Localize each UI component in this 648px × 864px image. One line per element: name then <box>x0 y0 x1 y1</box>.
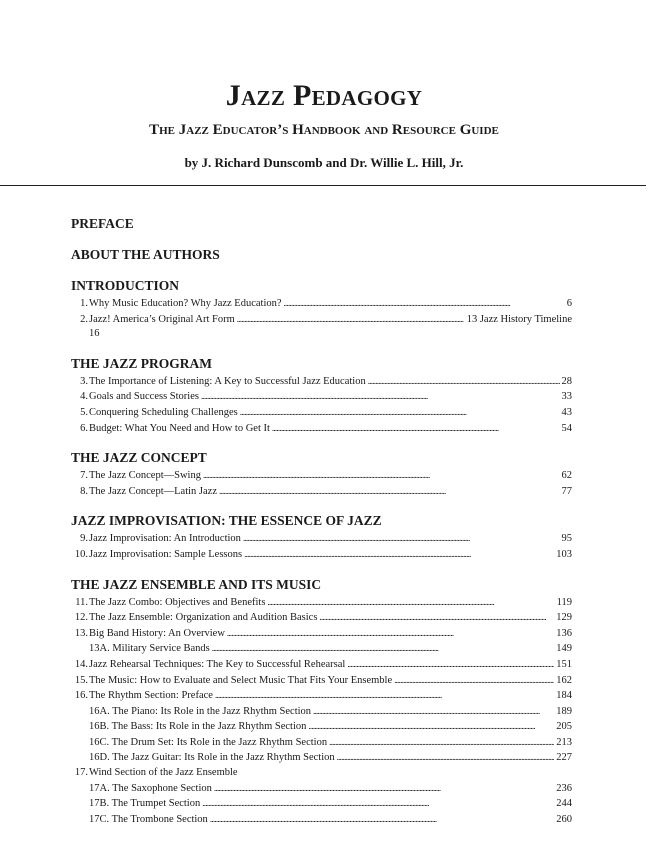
entry-label: Goals and Success Stories <box>89 391 199 403</box>
toc-entry[interactable] <box>71 531 572 547</box>
header-divider <box>0 185 646 186</box>
leader-dots <box>212 641 555 657</box>
section-jazz-ensemble[interactable]: THE JAZZ ENSEMBLE AND ITS MUSIC <box>71 576 322 592</box>
leader-dots <box>244 547 554 563</box>
section-about-authors[interactable]: ABOUT THE AUTHORS <box>71 247 220 262</box>
section-jazz-improvisation[interactable]: JAZZ IMPROVISATION: THE ESSENCE OF JAZZ <box>71 513 382 529</box>
toc-entry[interactable] <box>71 547 572 563</box>
leader-dots <box>219 484 560 500</box>
section-preface[interactable]: PREFACE <box>71 216 134 231</box>
author-byline: by J. Richard Dunscomb and Dr. Willie L. Hill, Jr. <box>184 155 464 170</box>
entry-label: 17C. The Trombone Section <box>89 813 208 825</box>
entry-number: 5. <box>80 406 88 418</box>
leader-dots <box>227 626 554 642</box>
entry-page: 162 <box>556 674 572 686</box>
entry-label: The Importance of Listening: A Key to Successful Jazz Education <box>89 375 366 387</box>
toc-subentry[interactable] <box>71 781 572 797</box>
entry-page: 184 <box>556 690 572 702</box>
entry-page: 151 <box>556 658 572 670</box>
toc-subentry[interactable] <box>71 641 572 657</box>
leader-dots <box>214 781 554 797</box>
toc-subentry[interactable] <box>71 735 572 751</box>
entry-number: 12. <box>74 612 88 624</box>
leader-dots <box>329 735 554 751</box>
entry-page: 189 <box>556 705 572 717</box>
toc-subentry[interactable] <box>71 719 572 735</box>
leader-dots <box>319 610 554 626</box>
toc-entry[interactable] <box>71 374 572 390</box>
entry-number: 2. <box>80 313 88 325</box>
toc-entry[interactable] <box>71 657 572 673</box>
leader-dots <box>368 374 560 390</box>
entry-number: 16. <box>74 690 88 702</box>
entry-page: 244 <box>556 798 572 810</box>
section-jazz-concept[interactable]: THE JAZZ CONCEPT <box>71 450 207 466</box>
entry-label: Jazz Improvisation: An Introduction <box>89 533 241 545</box>
toc-entry[interactable] <box>71 484 572 500</box>
entry-page: 227 <box>556 752 572 764</box>
entry-label: Jazz Improvisation: Sample Lessons <box>89 548 243 560</box>
leader-dots <box>201 389 560 405</box>
entry-label: The Jazz Combo: Objectives and Benefits <box>89 596 266 608</box>
toc-entry[interactable] <box>71 312 572 328</box>
book-header <box>0 78 648 172</box>
toc-entry[interactable] <box>71 405 572 421</box>
entry-number: 3. <box>80 375 88 387</box>
book-title: Jazz Pedagogy <box>225 79 423 112</box>
leader-dots <box>237 312 465 328</box>
entry-page: 6 <box>566 298 572 309</box>
leader-dots <box>215 688 554 704</box>
entry-label: 16A. The Piano: Its Role in the Jazz Rhythm Section <box>89 705 312 717</box>
entry-label: 13A. Military Service Bands <box>89 643 210 655</box>
leader-dots <box>308 719 554 735</box>
leader-dots <box>337 750 555 766</box>
entry-page: 260 <box>556 813 572 825</box>
entry-number: 7. <box>80 470 88 482</box>
toc-entry[interactable] <box>71 688 572 704</box>
entry-label: The Jazz Concept—Swing <box>89 470 201 482</box>
entry-number: 4. <box>80 391 88 403</box>
leader-dots <box>394 673 554 689</box>
entry-label: 17B. The Trumpet Section <box>89 798 201 810</box>
leader-dots <box>202 796 554 812</box>
leader-dots <box>284 296 565 312</box>
entry-label: Jazz! America’s Original Art Form <box>89 313 235 325</box>
section-jazz-program[interactable]: THE JAZZ PROGRAM <box>71 355 213 371</box>
entry-number: 6. <box>80 422 88 434</box>
entry-number: 8. <box>80 485 88 497</box>
leader-dots <box>267 595 554 611</box>
section-introduction[interactable]: INTRODUCTION <box>71 278 180 293</box>
entry-label: 16B. The Bass: Its Role in the Jazz Rhythm Section <box>89 721 307 733</box>
leader-dots <box>347 657 554 673</box>
toc-subentry[interactable] <box>71 750 572 766</box>
toc-entry[interactable] <box>71 766 572 781</box>
entry-page: 62 <box>561 470 572 482</box>
entry-number: 15. <box>74 674 88 686</box>
leader-dots <box>203 468 560 484</box>
entry-label: Wind Section of the Jazz Ensemble <box>89 767 238 779</box>
entry-label: The Jazz Concept—Latin Jazz <box>89 485 217 497</box>
book-subtitle: The Jazz Educator’s Handbook and Resource Guide <box>149 122 499 138</box>
toc-entry[interactable] <box>71 296 572 312</box>
entry-number: 1. <box>80 298 88 309</box>
entry-page: 103 <box>556 548 572 560</box>
entry-label: The Jazz Ensemble: Organization and Audition Basics <box>89 612 318 624</box>
toc-entry[interactable] <box>71 468 572 484</box>
entry-number: 14. <box>74 658 88 670</box>
toc-entry[interactable] <box>71 610 572 626</box>
entry-label: Why Music Education? Why Jazz Education? <box>89 298 282 309</box>
entry-page: 236 <box>556 782 572 794</box>
entry-number: 11. <box>75 596 88 608</box>
entry-page: 149 <box>556 643 572 655</box>
entry-label: 16D. The Jazz Guitar: Its Role in the Jazz Rhythm Section <box>89 752 335 764</box>
entry-label: Conquering Scheduling Challenges <box>89 406 238 418</box>
leader-dots <box>240 405 560 421</box>
entry-page: 213 <box>556 736 572 748</box>
entry-page: 119 <box>556 596 572 608</box>
entry-page-wrap: 16 <box>89 328 100 340</box>
toc-subentry[interactable] <box>71 704 572 720</box>
toc-subentry[interactable] <box>71 812 572 828</box>
entry-page: 13 Jazz History Timeline <box>466 313 572 325</box>
entry-number: 13. <box>74 627 88 639</box>
entry-page: 77 <box>561 485 572 497</box>
entry-page: 28 <box>561 375 572 387</box>
entry-page: 95 <box>561 533 572 545</box>
leader-dots <box>243 531 560 547</box>
entry-label: Big Band History: An Overview <box>89 627 225 639</box>
leader-dots <box>272 421 560 437</box>
leader-dots <box>313 704 554 720</box>
entry-page: 43 <box>561 406 572 418</box>
toc-subentry[interactable] <box>71 796 572 812</box>
entry-page: 136 <box>556 627 572 639</box>
toc-entry[interactable] <box>71 389 572 405</box>
entry-number: 17. <box>74 767 88 779</box>
entry-label: 16C. The Drum Set: Its Role in the Jazz Rhythm Section <box>89 736 328 748</box>
toc-entry[interactable] <box>71 673 572 689</box>
entry-label: Jazz Rehearsal Techniques: The Key to Successful Rehearsal <box>89 658 346 670</box>
toc-entry[interactable] <box>71 626 572 642</box>
toc-entry[interactable] <box>71 421 572 437</box>
table-of-contents <box>71 215 572 827</box>
entry-page: 129 <box>556 612 572 624</box>
entry-label: 17A. The Saxophone Section <box>89 782 212 794</box>
leader-dots <box>210 812 554 828</box>
entry-page: 205 <box>556 721 572 733</box>
entry-page: 33 <box>561 391 572 403</box>
entry-label: The Rhythm Section: Preface <box>89 690 213 702</box>
entry-page: 54 <box>561 422 572 434</box>
entry-label: The Music: How to Evaluate and Select Music That Fits Your Ensemble <box>89 674 393 686</box>
entry-label: Budget: What You Need and How to Get It <box>89 422 270 434</box>
entry-number: 9. <box>80 533 88 545</box>
toc-entry[interactable] <box>71 595 572 611</box>
entry-number: 10. <box>74 548 88 560</box>
